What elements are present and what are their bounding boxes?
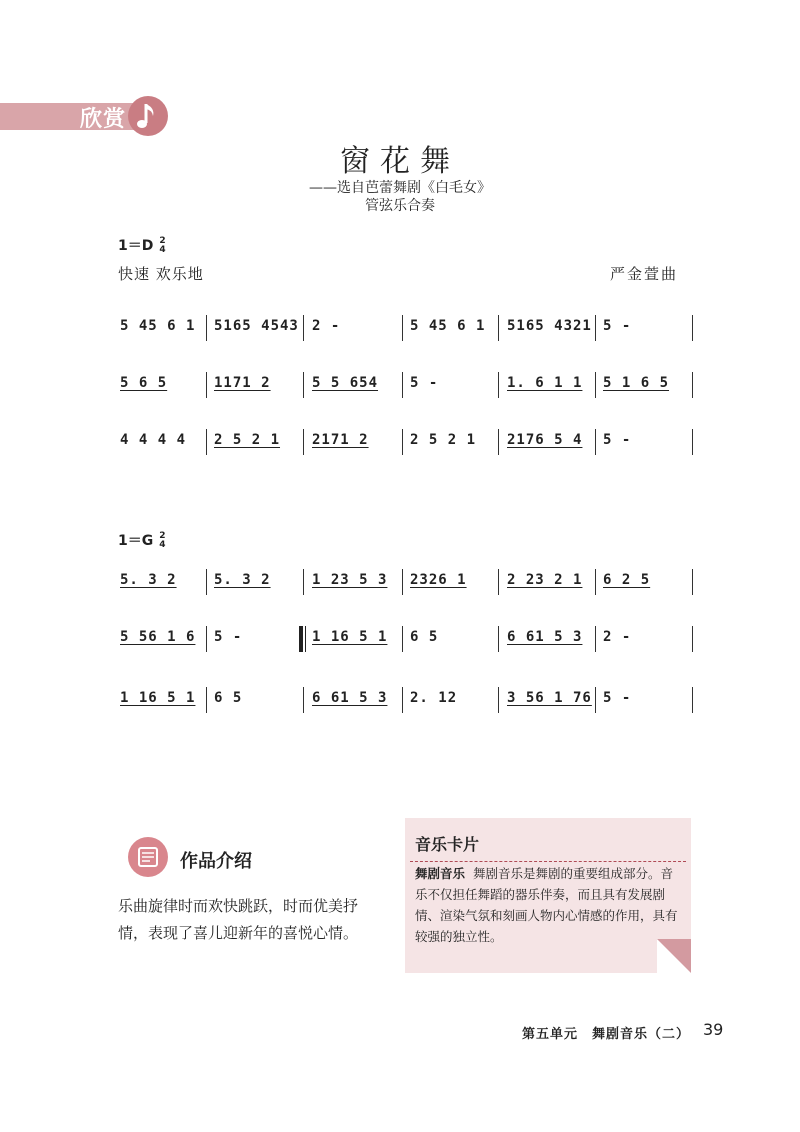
card-title: 音乐卡片 (415, 835, 480, 854)
card-text (415, 863, 685, 947)
piece-title: 窗花舞 (340, 144, 460, 179)
tempo-marking: 快速 欢乐地 (118, 265, 204, 283)
measure: 5 - (214, 629, 243, 645)
measure: 1171 2 (214, 375, 271, 391)
measure: 2 5 2 1 (410, 432, 477, 448)
card-term: 舞剧音乐 (415, 866, 466, 881)
measure: 5 - (603, 318, 632, 334)
measure: 5. 3 2 (214, 572, 271, 588)
measure: 5165 4543 (214, 318, 299, 334)
measure: 5 1 6 5 (603, 375, 670, 391)
measure: 2 5 2 1 (214, 432, 281, 448)
measure: 3 56 1 76 (507, 690, 592, 706)
measure: 5 - (603, 432, 632, 448)
measure: 2171 2 (312, 432, 369, 448)
measure: 6 61 5 3 (507, 629, 583, 645)
measure: 1 16 5 1 (120, 690, 196, 706)
measure: 6 2 5 (603, 572, 651, 588)
measure: 5165 4321 (507, 318, 592, 334)
measure: 2326 1 (410, 572, 467, 588)
staff-row (118, 690, 698, 718)
measure: 6 5 (214, 690, 243, 706)
measure: 1 23 5 3 (312, 572, 388, 588)
page-number: 39 (703, 1020, 724, 1039)
measure: 6 61 5 3 (312, 690, 388, 706)
score-icon (128, 837, 168, 877)
piece-subtitle: ——选自芭蕾舞剧《白毛女》 (309, 180, 491, 196)
piece-instrumentation: 管弦乐合奏 (365, 198, 435, 214)
measure: 6 5 (410, 629, 439, 645)
composer: 严金萱曲 (610, 265, 679, 283)
measure: 2 - (603, 629, 632, 645)
measure: 5 - (603, 690, 632, 706)
card-body: 舞剧音乐是舞剧的重要组成部分。音乐不仅担任舞蹈的器乐伴奏，而且具有发展剧情、渲染气氛和刻画人物内心情感的作用，具有较强的独立性。 (415, 866, 678, 944)
key-signature-2: 1＝G 2 4 (118, 531, 166, 550)
time-signature-2: 2 4 (159, 531, 166, 550)
measure: 5 45 6 1 (120, 318, 196, 334)
time-signature-1: 2 4 (159, 236, 166, 255)
intro-title: 作品介绍 (180, 851, 252, 872)
measure: 2 23 2 1 (507, 572, 583, 588)
intro-text: 乐曲旋律时而欢快跳跃，时而优美抒情，表现了喜儿迎新年的喜悦心情。 (118, 897, 359, 942)
measure: 5 45 6 1 (410, 318, 486, 334)
footer-unit: 第五单元 舞剧音乐（二） (522, 1027, 691, 1042)
measure: 1. 6 1 1 (507, 375, 583, 391)
divider (410, 861, 686, 862)
measure: 5 56 1 6 (120, 629, 196, 645)
measure: 4 4 4 4 (120, 432, 187, 448)
staff-row (118, 629, 698, 657)
music-note-icon (128, 96, 168, 136)
measure: 2176 5 4 (507, 432, 583, 448)
measure: 1 16 5 1 (312, 629, 388, 645)
staff-row (118, 432, 698, 460)
measure: 5. 3 2 (120, 572, 177, 588)
measure: 5 6 5 (120, 375, 168, 391)
measure: 2. 12 (410, 690, 458, 706)
measure: 2 - (312, 318, 341, 334)
measure: 5 5 654 (312, 375, 379, 391)
staff-row (118, 375, 698, 403)
repeat-sign (299, 626, 306, 652)
section-label: 欣赏 (80, 106, 127, 132)
staff-row (118, 318, 698, 346)
staff-row (118, 572, 698, 600)
measure: 5 - (410, 375, 439, 391)
key-signature-1: 1＝D 2 4 (118, 236, 166, 255)
